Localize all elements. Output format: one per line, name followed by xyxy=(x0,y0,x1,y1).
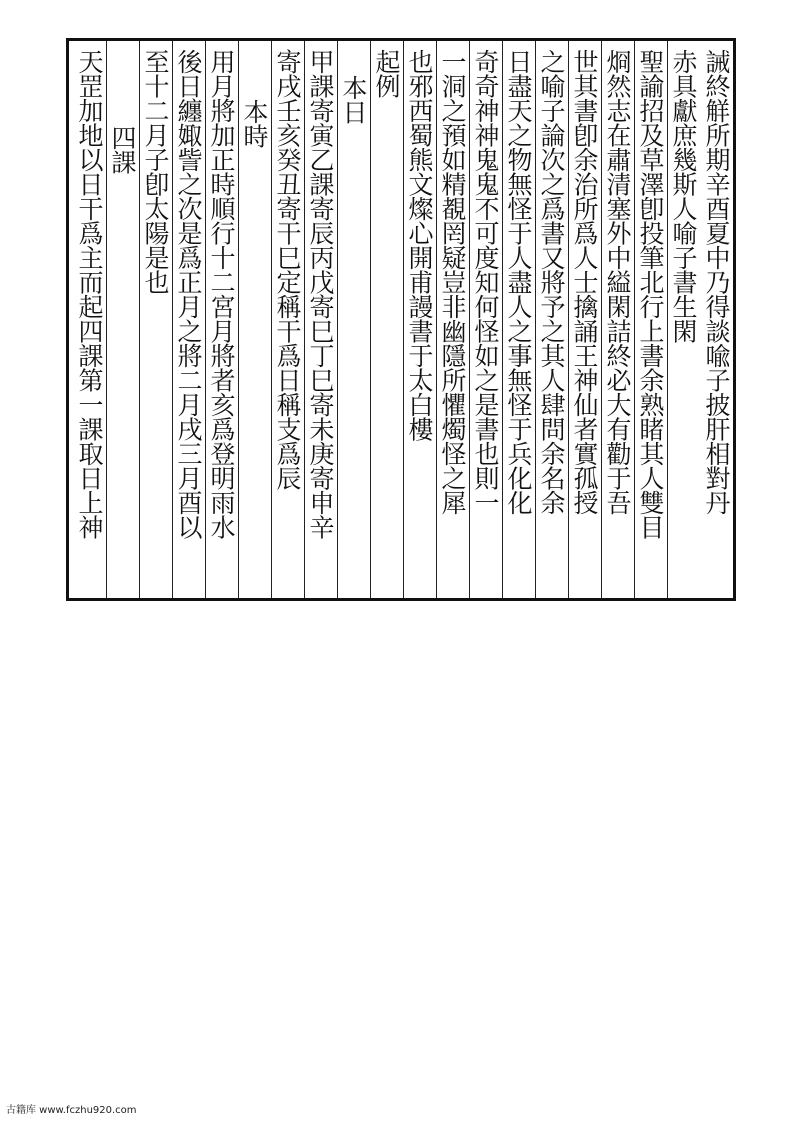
text-column: 赤具獻庶幾斯人喻子書生閑 xyxy=(667,41,700,598)
text-columns xyxy=(69,41,733,598)
text-column: 聖諭招及草澤卽投筆北行上書余熟睹其人雙目 xyxy=(634,41,667,598)
text-column: 天罡加地以日干爲主而起四課第一課取日上神 xyxy=(66,41,106,598)
text-column: 一洞之預如精覩罔疑豈非幽隱所懼燭怪之犀 xyxy=(436,41,469,598)
section-heading: 本日 xyxy=(337,41,370,598)
text-column: 也邪西蜀熊文燦心開甫謾書于太白樓 xyxy=(403,41,436,598)
text-column: 日盡天之物無怪于人盡人之事無怪于兵化化 xyxy=(502,41,535,598)
text-column: 寄戌壬亥癸丑寄干巳定稱干爲日稱支爲辰 xyxy=(271,41,304,598)
text-column: 世其書卽余治所爲人士擒誦王神仙者實孤授 xyxy=(568,41,601,598)
section-heading: 起例 xyxy=(370,41,403,598)
text-column: 誡終觧所期辛酉夏中乃得談喩子披肝相對丹 xyxy=(702,49,731,515)
text-column: 後日纏娵訾之次是爲正月之將二月戌三月酉以 xyxy=(172,41,205,598)
section-heading: 本時 xyxy=(238,41,271,598)
book-page-frame xyxy=(66,38,736,601)
section-heading: 四課 xyxy=(106,41,139,598)
text-column: 奇奇神神鬼鬼不可度知何怪如之是書也則一 xyxy=(469,41,502,598)
text-column: 至十二月子卽太陽是也 xyxy=(139,41,172,598)
text-column: 之喻子論次之爲書又將予之其人肆問余名余 xyxy=(535,41,568,598)
site-watermark: 古籍库 www.fczhu920.com xyxy=(6,1105,137,1116)
text-column: 甲課寄寅乙課寄辰丙戊寄巳丁巳寄未庚寄申辛 xyxy=(304,41,337,598)
text-column: 用月將加正時順行十二宮月將者亥爲登明雨水 xyxy=(205,41,238,598)
text-column: 烱然志在肅清塞外中縊閑詰終必大有勸于吾 xyxy=(601,41,634,598)
